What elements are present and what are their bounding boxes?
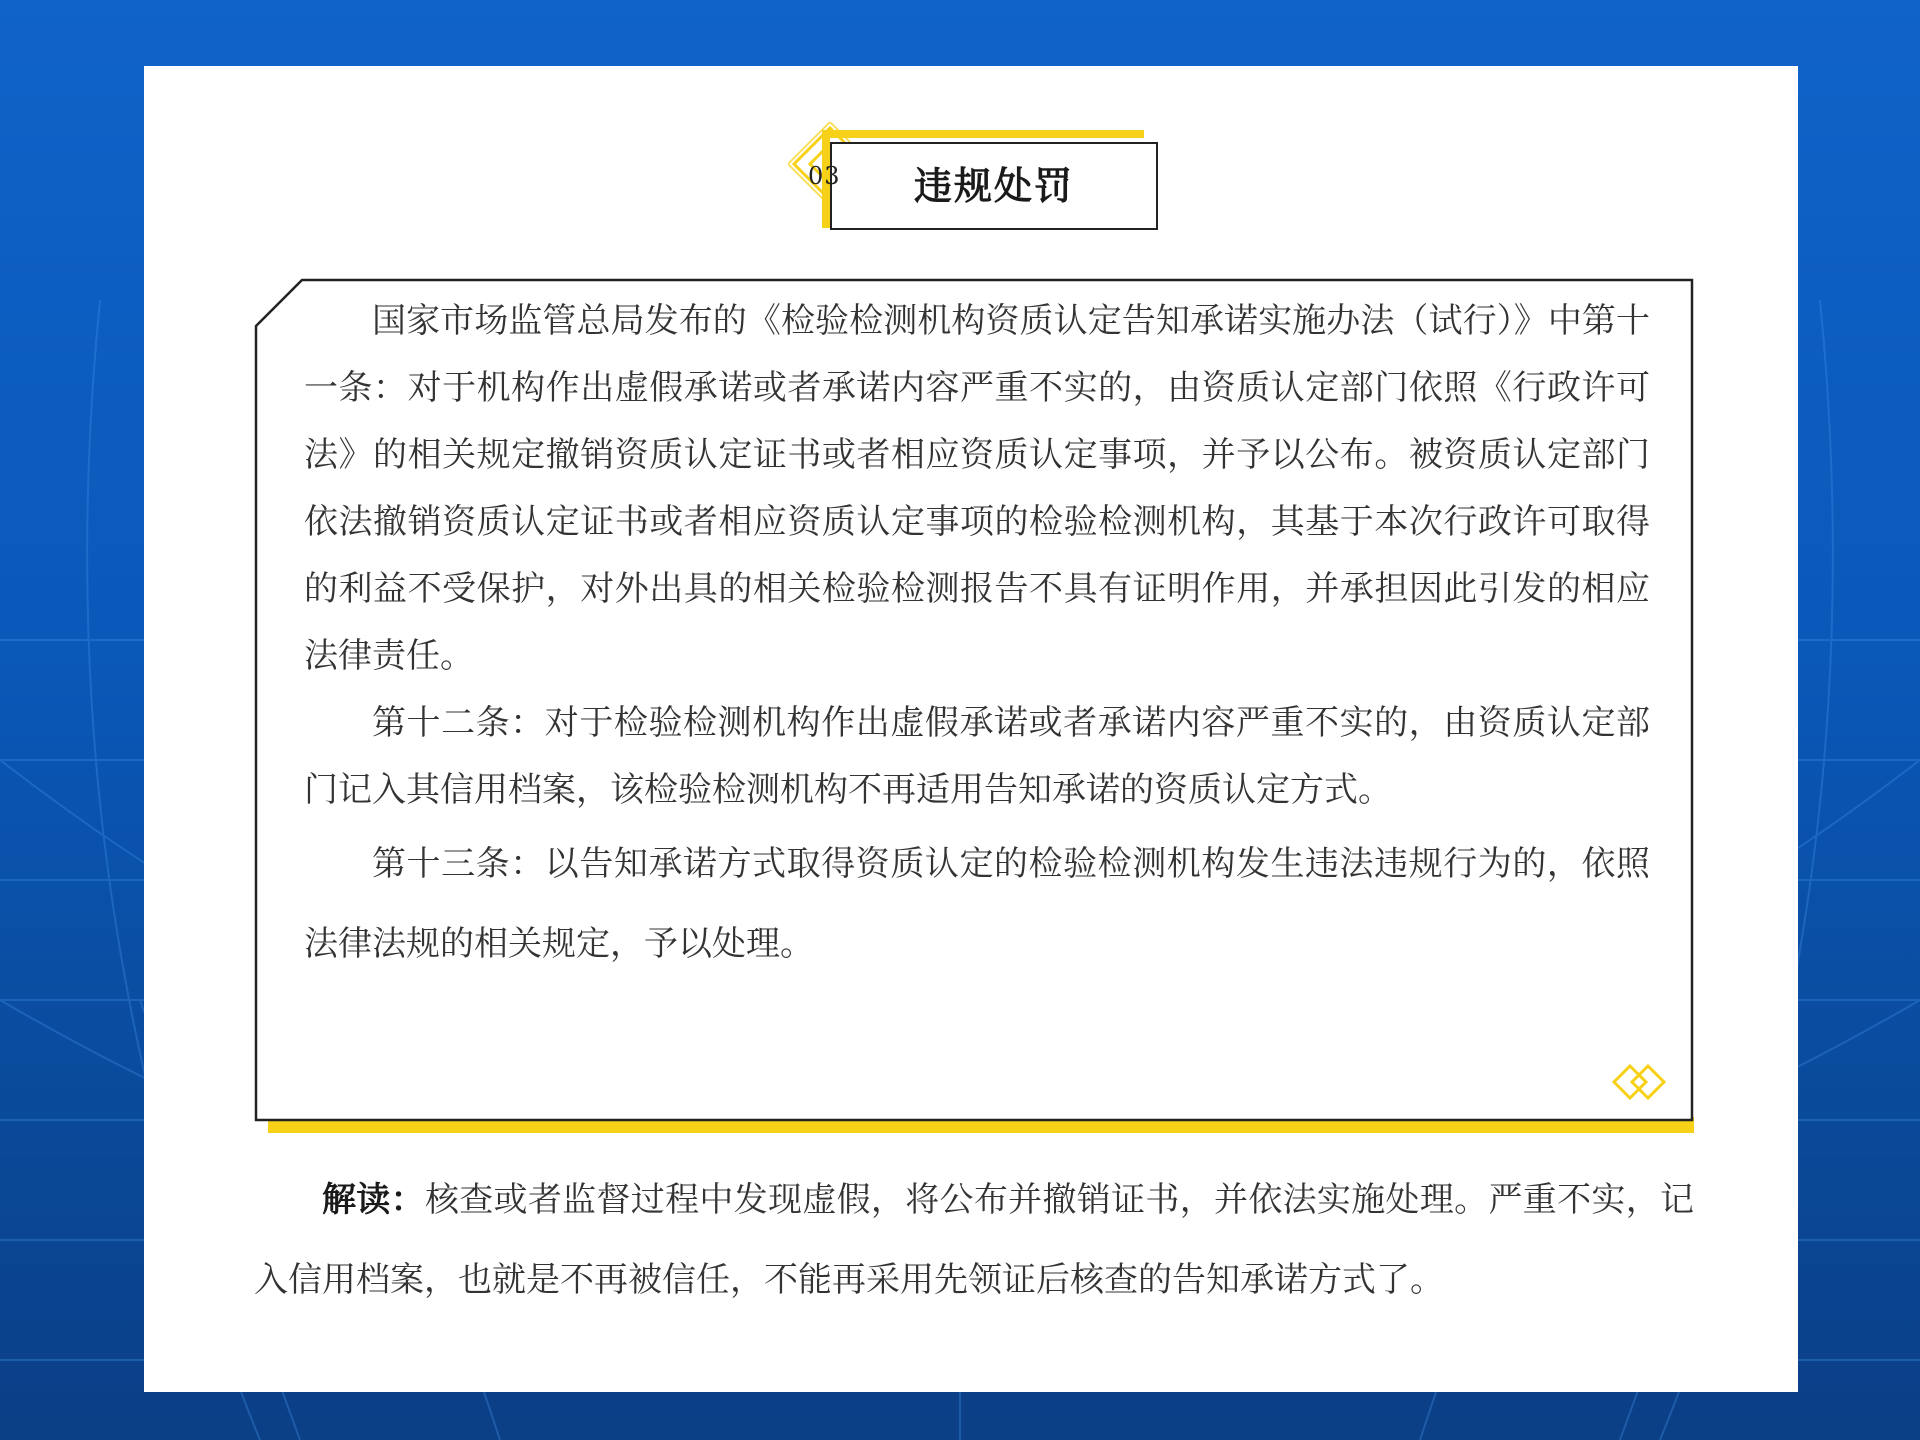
paragraph-article-11: 国家市场监管总局发布的《检验检测机构资质认定告知承诺实施办法（试行）》中第十一条：对于机构作出虚假承诺或者承诺内容严重不实的，由资质认定部门依照《行政许可法》的相关规定撤销资质认定证书或者相应资质认定事项，并予以公布。被资质认定部门依法撤销资质认定证书或者相应资质认定事项的检验检测机构，其基于本次行政许可取得的利益不受保护，对外出具的相关检验检测报告不具有证明作用，并承担因此引发的相应法律责任。 xyxy=(304,301,1650,676)
regulation-content-box xyxy=(254,278,1694,1123)
section-number: 03 xyxy=(808,162,841,190)
interpretation-text xyxy=(254,1160,1694,1320)
interpretation-label: 解读： xyxy=(322,1180,425,1220)
section-header xyxy=(788,122,1164,238)
interpretation-body: 核查或者监督过程中发现虚假，将公布并撤销证书，并依法实施处理。严重不实，记入信用档案，也就是不再被信任，不能再采用先领证后核查的告知承诺方式了。 xyxy=(254,1180,1695,1300)
regulation-text xyxy=(304,288,1650,984)
double-diamond-icon xyxy=(1610,1062,1670,1102)
paragraph-article-12: 第十二条：对于检验检测机构作出虚假承诺或者承诺内容严重不实的，由资质认定部门记入其信用档案，该检验检测机构不再适用告知承诺的资质认定方式。 xyxy=(304,703,1650,810)
section-title: 违规处罚 xyxy=(913,164,1074,208)
paragraph-article-13: 第十三条：以告知承诺方式取得资质认定的检验检测机构发生违法违规行为的，依照法律法规的相关规定，予以处理。 xyxy=(304,844,1650,964)
header-accent-top xyxy=(828,130,1144,138)
